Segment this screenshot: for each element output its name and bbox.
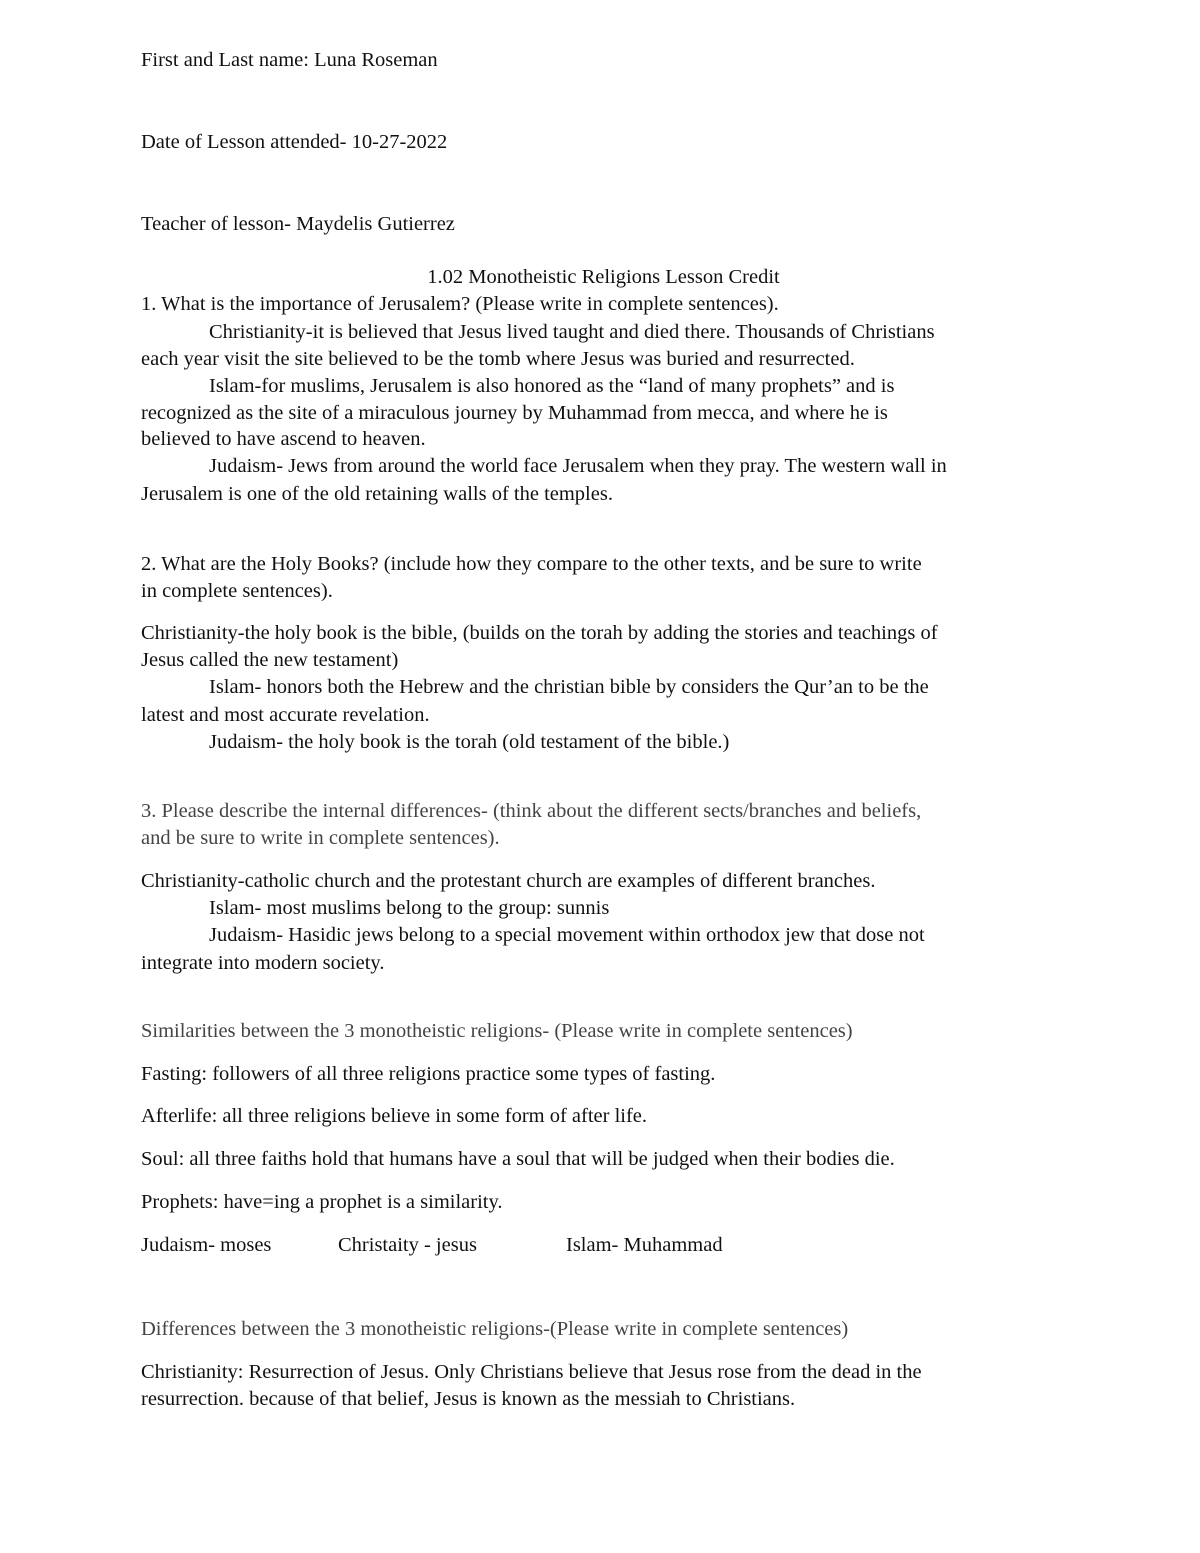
q3-judaism-line-1: Judaism- Hasidic jews belong to a special movement within orthodox jew that dose not (209, 924, 925, 946)
q1-judaism-line-1: Judaism- Jews from around the world face Jerusalem when they pray. The western wall in (209, 455, 947, 477)
similarity-fasting: Fasting: followers of all three religions practice some types of fasting. (141, 1063, 716, 1085)
q1-islam-line-2: recognized as the site of a miraculous journey by Muhammad from mecca, and where he is (141, 402, 888, 424)
q3-judaism-line-2: integrate into modern society. (141, 952, 385, 974)
prophet-christianity: Christaity - jesus (338, 1234, 477, 1256)
question-2-line-1: 2. What are the Holy Books? (include how they compare to the other texts, and be sure to write (141, 553, 922, 575)
q2-islam-line-2: latest and most accurate revelation. (141, 704, 430, 726)
student-name-line: First and Last name: Luna Roseman (141, 49, 438, 71)
question-3-line-1: 3. Please describe the internal differences- (think about the different sects/branches and beliefs, (141, 800, 922, 822)
question-3-line-2: and be sure to write in complete sentences). (141, 827, 500, 849)
similarity-prophets: Prophets: have=ing a prophet is a similarity. (141, 1191, 503, 1213)
similarity-afterlife: Afterlife: all three religions believe in some form of after life. (141, 1105, 648, 1127)
question-1: 1. What is the importance of Jerusalem? (Please write in complete sentences). (141, 293, 779, 315)
q1-islam-line-3: believed to have ascend to heaven. (141, 428, 426, 450)
difference-christianity-line-1: Christianity: Resurrection of Jesus. Only Christians believe that Jesus rose from the dead in the (141, 1361, 922, 1383)
document-page (141, 0, 1066, 1553)
teacher-line: Teacher of lesson- Maydelis Gutierrez (141, 213, 455, 235)
prophet-judaism: Judaism- moses (141, 1234, 272, 1256)
q2-judaism-line-1: Judaism- the holy book is the torah (old testament of the bible.) (209, 731, 730, 753)
q3-islam-line-1: Islam- most muslims belong to the group: sunnis (209, 897, 610, 919)
prophet-islam: Islam- Muhammad (566, 1234, 723, 1256)
q3-christianity-line-1: Christianity-catholic church and the protestant church are examples of different branches. (141, 870, 876, 892)
document-title: 1.02 Monotheistic Religions Lesson Credit (427, 266, 780, 288)
lesson-date-line: Date of Lesson attended- 10-27-2022 (141, 131, 448, 153)
q2-islam-line-1: Islam- honors both the Hebrew and the christian bible by considers the Qur’an to be the (209, 676, 929, 698)
q2-christianity-line-1: Christianity-the holy book is the bible, (builds on the torah by adding the stories and teachings of (141, 622, 938, 644)
q1-judaism-line-2: Jerusalem is one of the old retaining walls of the temples. (141, 483, 613, 505)
question-2-line-2: in complete sentences). (141, 580, 333, 602)
q1-christianity-line-2: each year visit the site believed to be the tomb where Jesus was buried and resurrected. (141, 348, 855, 370)
differences-heading: Differences between the 3 monotheistic religions-(Please write in complete sentences) (141, 1318, 849, 1340)
q1-christianity-line-1: Christianity-it is believed that Jesus lived taught and died there. Thousands of Christians (209, 321, 935, 343)
difference-christianity-line-2: resurrection. because of that belief, Jesus is known as the messiah to Christians. (141, 1388, 796, 1410)
similarity-soul: Soul: all three faiths hold that humans have a soul that will be judged when their bodies die. (141, 1148, 895, 1170)
q1-islam-line-1: Islam-for muslims, Jerusalem is also honored as the “land of many prophets” and is (209, 375, 895, 397)
similarities-heading: Similarities between the 3 monotheistic religions- (Please write in complete sentences) (141, 1020, 853, 1042)
q2-christianity-line-2: Jesus called the new testament) (141, 649, 399, 671)
